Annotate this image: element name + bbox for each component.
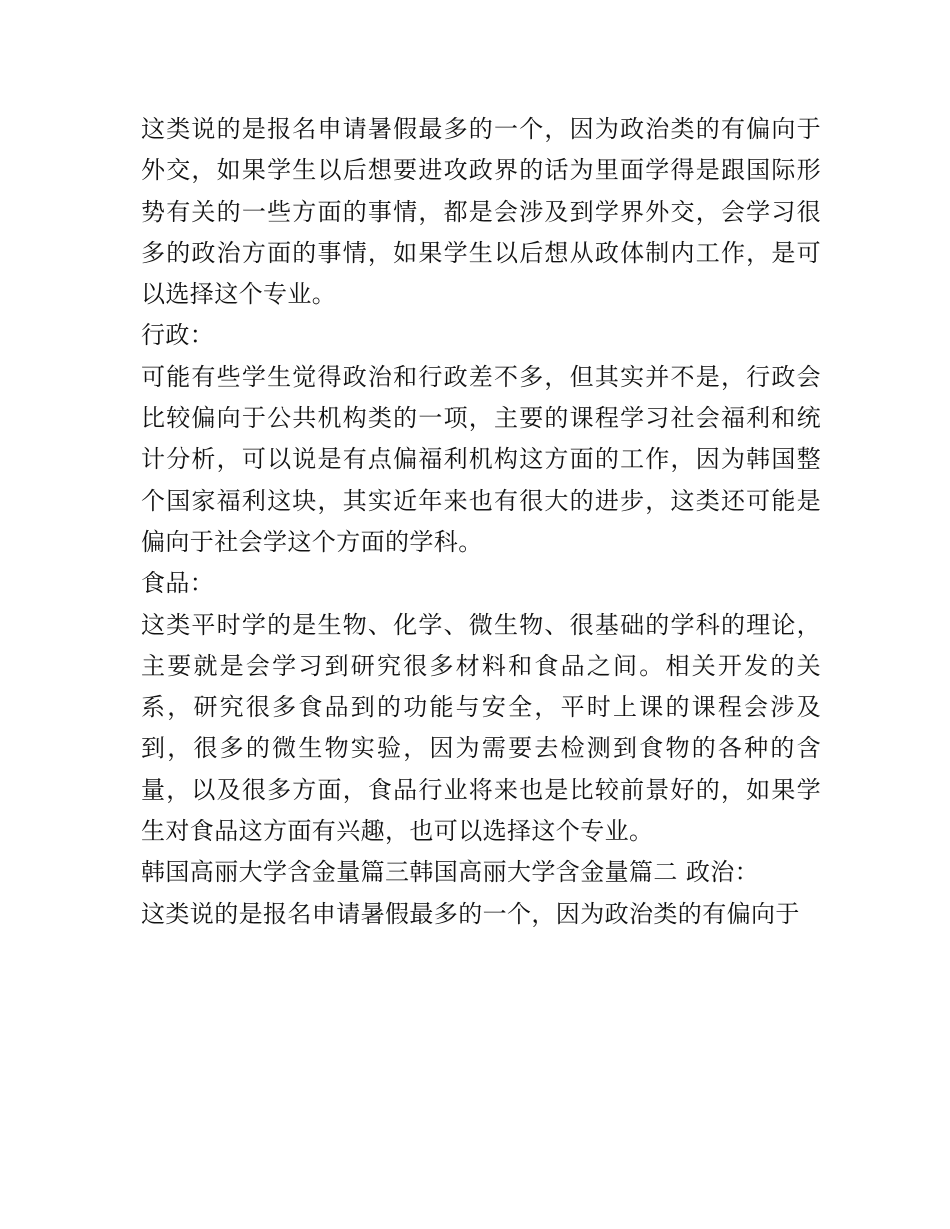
paragraph-food: 这类平时学的是生物、化学、微生物、很基础的学科的理论，主要就是会学习到研究很多材料和食品之间。相关开发的关系，研究很多食品到的功能与安全，平时上课的课程会涉及到，很多的微生物实验，因为需要去检测到食物的各种的含量，以及很多方面，食品行业将来也是比较前景好的，如果学生对食品这方面有兴趣，也可以选择这个专业。 bbox=[141, 610, 821, 846]
paragraph-politics-repeat: 这类说的是报名申请暑假最多的一个，因为政治类的有偏向于 bbox=[141, 899, 800, 928]
paragraph-politics: 这类说的是报名申请暑假最多的一个，因为政治类的有偏向于外交，如果学生以后想要进攻政界的话为里面学得是跟国际形势有关的一些方面的事情，都是会涉及到学界外交，会学习很多的政治方面的事情，如果学生以后想从政体制内工作，是可以选择这个专业。 bbox=[141, 115, 821, 309]
document-body bbox=[141, 109, 821, 935]
heading-section-title: 韩国高丽大学含金量篇三韩国高丽大学含金量篇二 政治： bbox=[141, 858, 760, 887]
paragraph-administration: 可能有些学生觉得政治和行政差不多，但其实并不是，行政会比较偏向于公共机构类的一项，主要的课程学习社会福利和统计分析，可以说是有点偏福利机构这方面的工作，因为韩国整个国家福利这块，其实近年来也有很大的进步，这类还可能是偏向于社会学这个方面的学科。 bbox=[141, 362, 821, 556]
heading-administration: 行政： bbox=[141, 321, 215, 350]
heading-food: 食品： bbox=[141, 569, 215, 598]
